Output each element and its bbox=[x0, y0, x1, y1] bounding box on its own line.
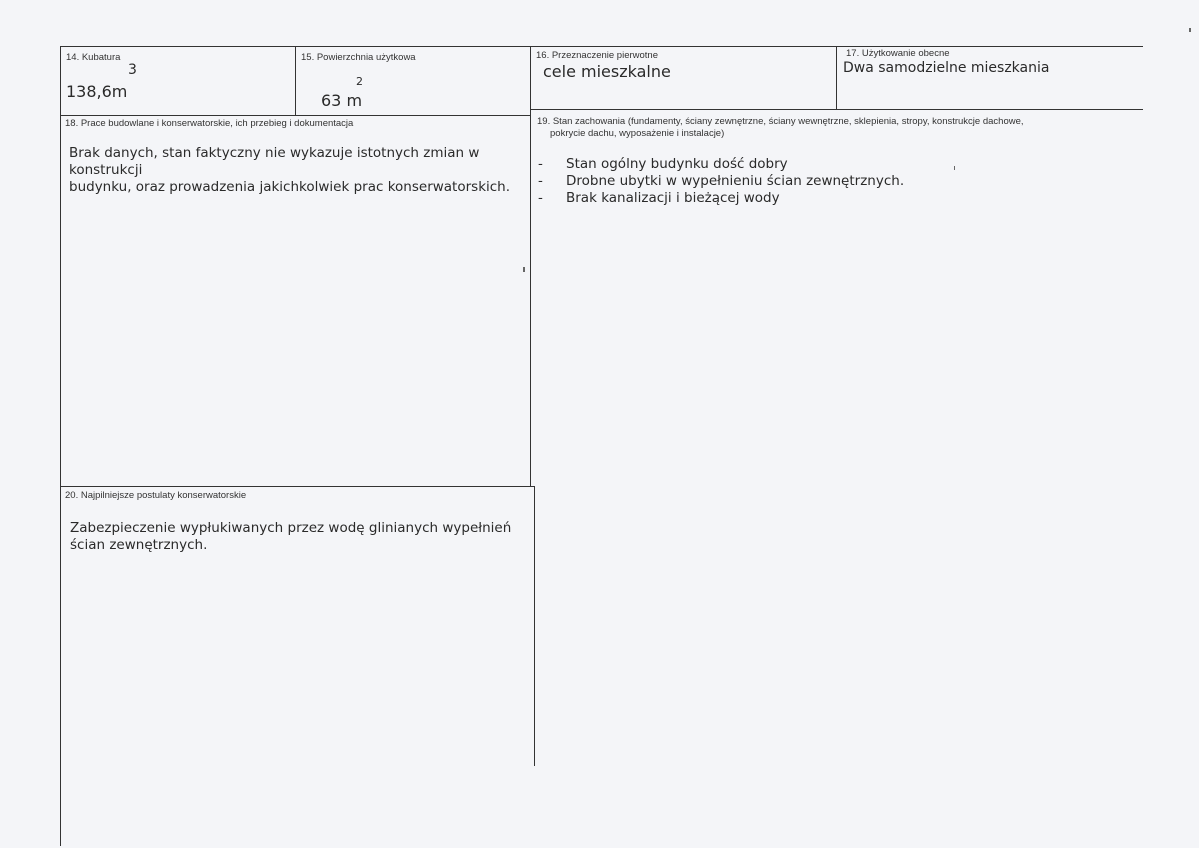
prace-line-1: Brak danych, stan faktyczny nie wykazuje istotnych zmian w konstrukcji bbox=[69, 145, 480, 178]
scan-mark bbox=[523, 267, 525, 272]
row1-bottom-rule-left bbox=[60, 115, 530, 116]
postulaty-text bbox=[70, 520, 525, 554]
powierzchnia-label: 15. Powierzchnia użytkowa bbox=[301, 52, 416, 63]
list-item bbox=[538, 173, 904, 190]
postulaty-line-2: ścian zewnętrznych. bbox=[70, 537, 208, 553]
prace-text bbox=[69, 145, 524, 196]
scan-mark bbox=[954, 166, 955, 170]
uzytkowanie-label: 17. Użytkowanie obecne bbox=[846, 48, 950, 59]
stan-list bbox=[538, 156, 904, 207]
postulaty-line-1: Zabezpieczenie wypłukiwanych przez wodę glinianych wypełnień bbox=[70, 520, 512, 536]
kubatura-value: 138,6m bbox=[66, 82, 128, 101]
kubatura-exponent: 3 bbox=[128, 62, 137, 78]
top-rule bbox=[60, 46, 1143, 47]
divider-16-17 bbox=[836, 46, 837, 109]
list-item-text: Stan ogólny budynku dość dobry bbox=[566, 156, 788, 172]
center-divider-lower bbox=[534, 486, 535, 766]
list-item-text: Drobne ubytki w wypełnieniu ścian zewnętrznych. bbox=[566, 173, 905, 189]
kubatura-label: 14. Kubatura bbox=[66, 52, 121, 63]
powierzchnia-value: 63 m bbox=[321, 91, 363, 110]
uzytkowanie-value: Dwa samodzielne mieszkania bbox=[843, 60, 1050, 76]
center-divider bbox=[530, 46, 531, 486]
prace-line-2: budynku, oraz prowadzenia jakichkolwiek prac konserwatorskich. bbox=[69, 179, 511, 195]
left-border bbox=[60, 46, 61, 846]
bullet-dash: - bbox=[538, 156, 543, 172]
row1-bottom-rule-right bbox=[530, 109, 1143, 110]
stan-label-line-2: pokrycie dachu, wyposażenie i instalacje) bbox=[550, 128, 725, 139]
list-item bbox=[538, 190, 904, 207]
bullet-dash: - bbox=[538, 190, 543, 206]
bullet-dash: - bbox=[538, 173, 543, 189]
stan-label-line-1: 19. Stan zachowania (fundamenty, ściany zewnętrzne, ściany wewnętrzne, sklepienia, stropy, konstrukcje dachowe, bbox=[537, 116, 1024, 127]
divider-14-15 bbox=[295, 46, 296, 115]
list-item-text: Brak kanalizacji i bieżącej wody bbox=[566, 190, 780, 206]
list-item bbox=[538, 156, 904, 173]
prace-label: 18. Prace budowlane i konserwatorskie, ich przebieg i dokumentacja bbox=[65, 118, 354, 129]
przeznaczenie-label: 16. Przeznaczenie pierwotne bbox=[536, 50, 658, 61]
scan-mark bbox=[1189, 28, 1191, 32]
postulaty-label: 20. Najpilniejsze postulaty konserwatorskie bbox=[65, 490, 247, 501]
powierzchnia-exponent: 2 bbox=[356, 75, 363, 88]
przeznaczenie-value: cele mieszkalne bbox=[543, 62, 671, 81]
section20-top-rule bbox=[60, 486, 534, 487]
